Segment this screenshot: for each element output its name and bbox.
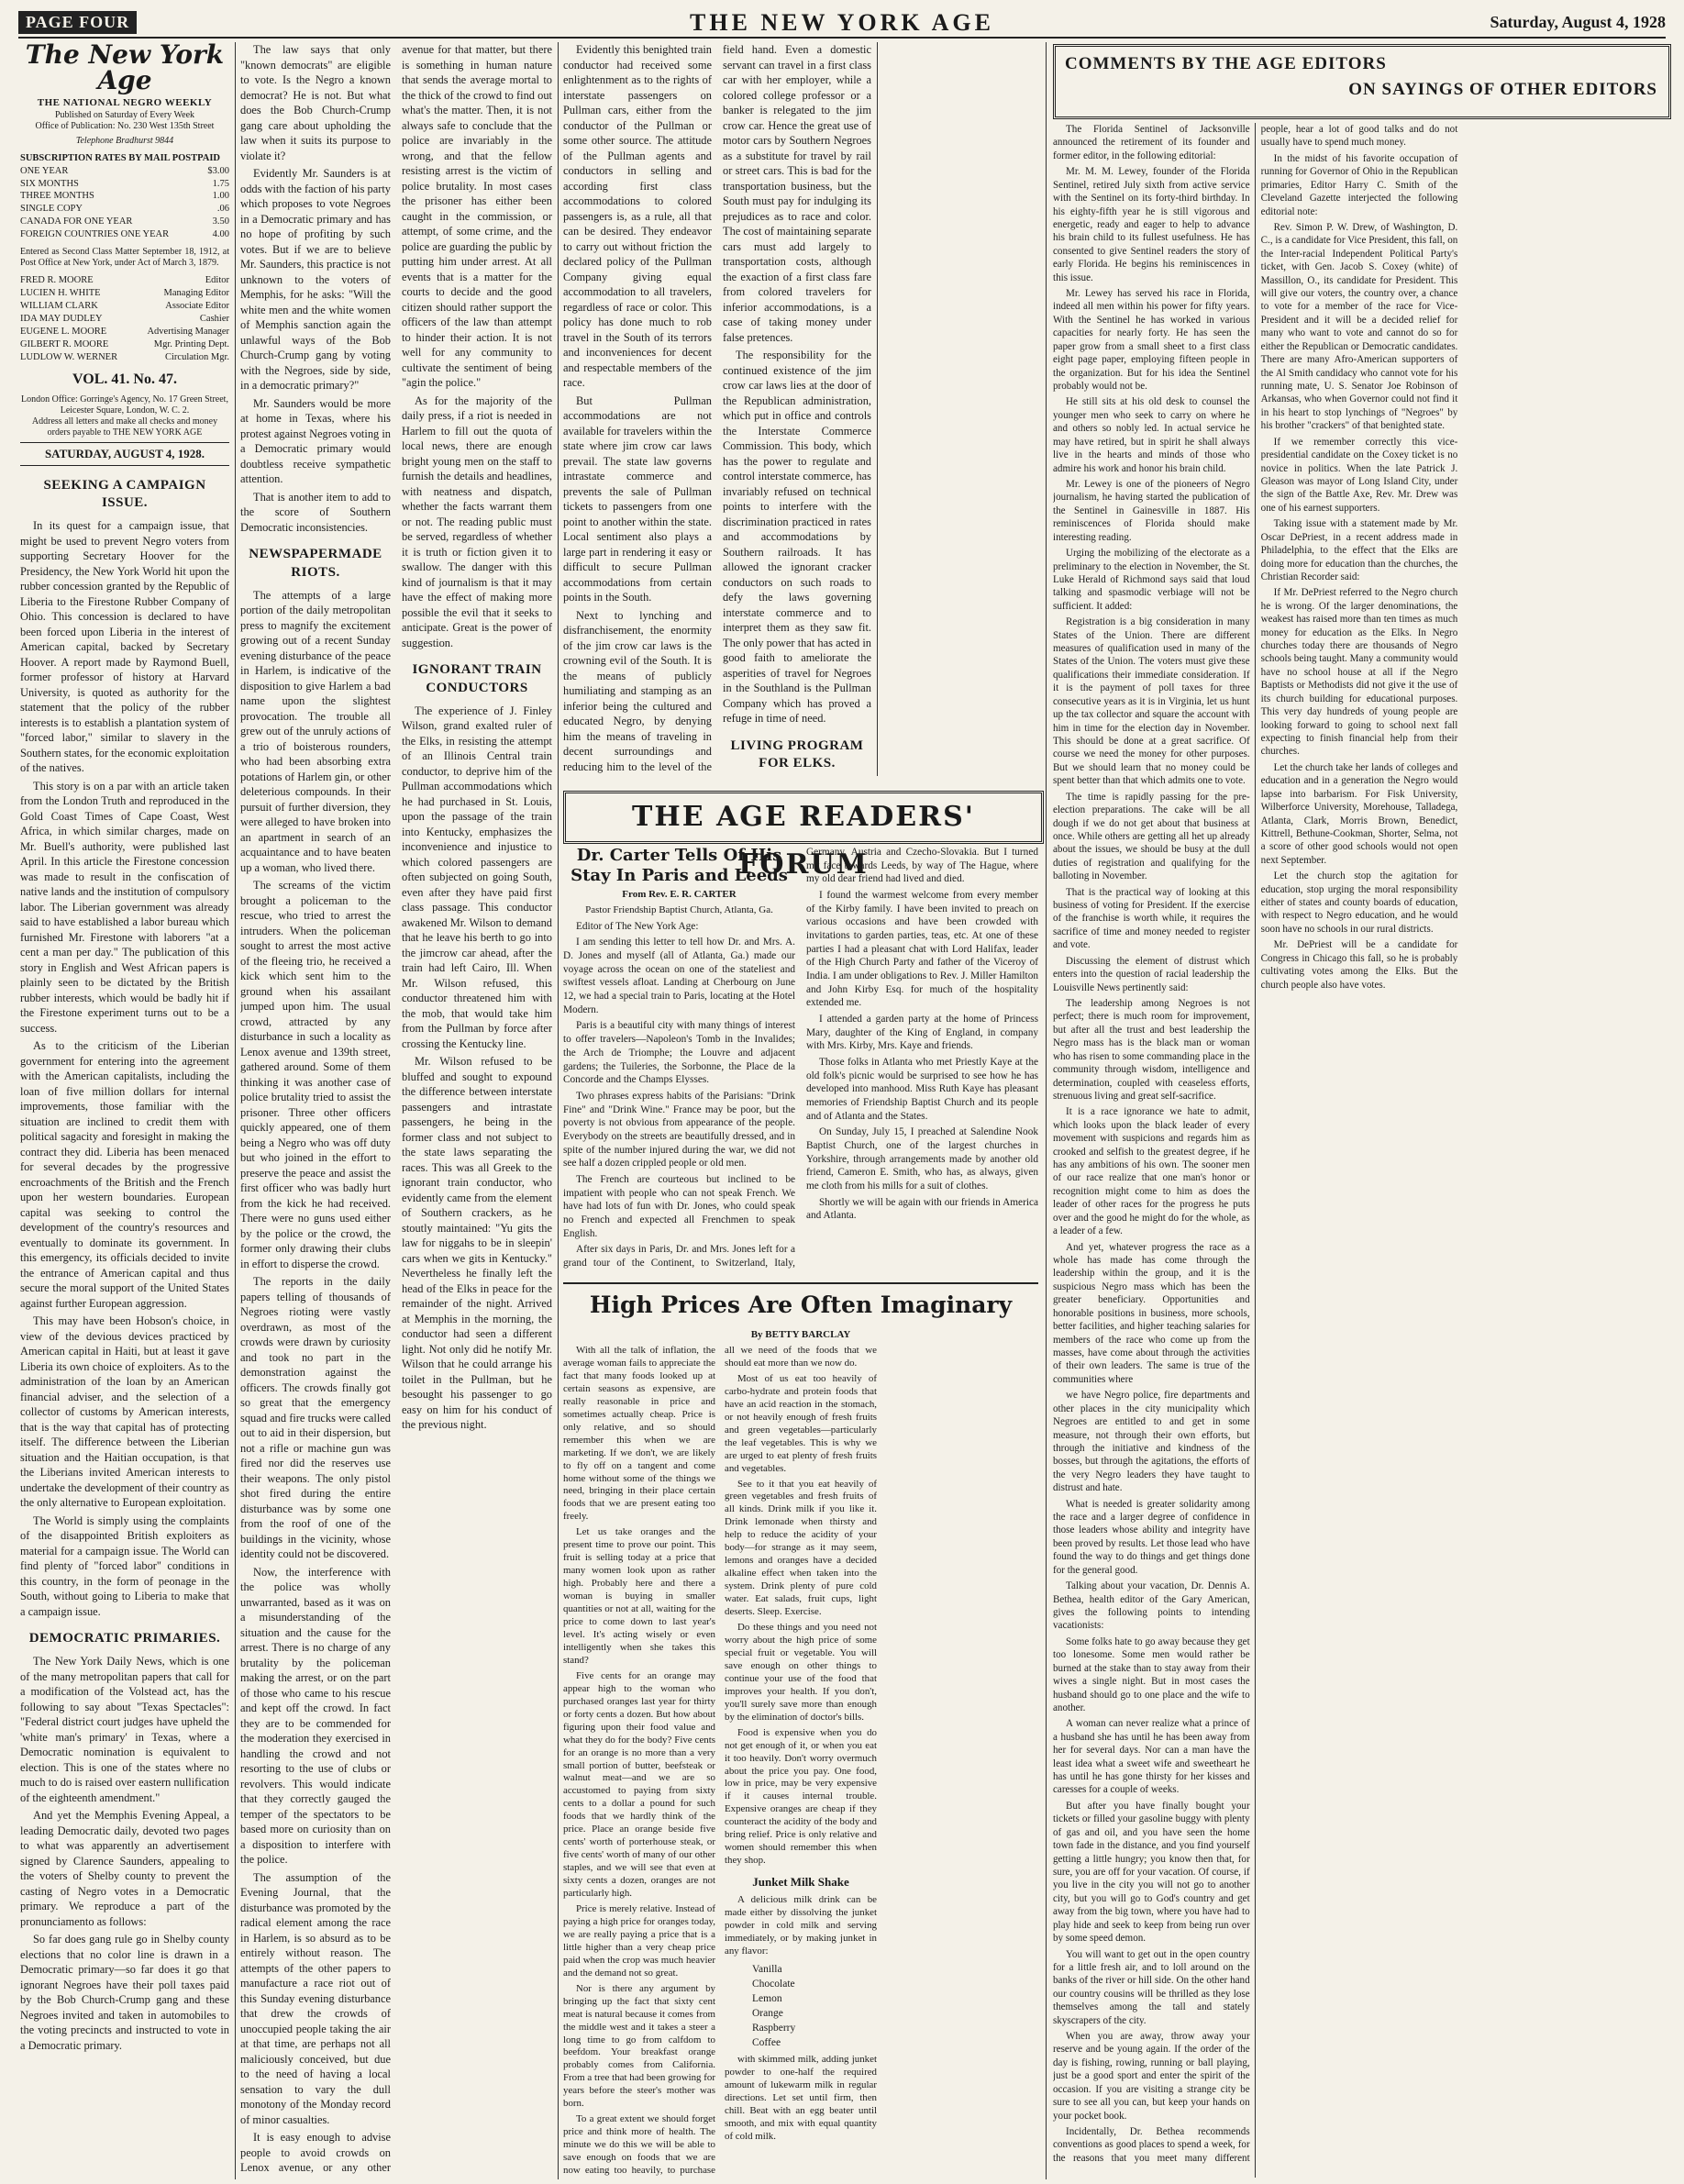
- paragraph: The reports in the daily papers telling of thousands of Negroes rioting were vastly overdrawn, as most of the crowds were drawn by curiosity and took no part in the demonstration against the officers. The crowds finally got so great that the emergency squad and fire trucks were called out to aid in their dispersion, but not a rifle or machine gun was fired nor did the reserves use their weapons. The only pistol shot fired during the entire disturbance was by some one from the roof of one of the buildings in the vicinity, whose identity could not be discovered.: [240, 1275, 391, 1561]
- junket-intro: A delicious milk drink can be made either by dissolving the junket powder in cold milk and serving immediately, or by making junket in any flavor:: [725, 1893, 877, 1957]
- subscription-rates: [20, 152, 229, 242]
- paragraph: The Florida Sentinel of Jacksonville announced the retirement of its founder and former editor, in the following editorial:: [1053, 124, 1250, 161]
- paragraph: The attempts of a large portion of the daily metropolitan press to magnify the excitement growing out of a recent Sunday evening disturbance of the peace in Harlem, is indicative of the disposition to give Harlem a bad name upon the slightest provocation. The trouble all grew out of the unruly actions of a trio of boisterous rounders, who had been absorbing extra potations of Harlem gin, or other deleterious compounds. In their pursuit of further diversion, they were alleged to have broken into an apartment in search of an acquaintance and to have beaten up a woman, who lived there.: [240, 588, 391, 874]
- paragraph: Now, the interference with the police was wholly unwarranted, based as it was on a misunderstanding of the situation and the cause for the arrest. There is no charge of any brutality by the policeman making the arrest, or on the part of those who came to his rescue and kept off the crowd. In fact they are to be commended for the moderation they exercised in handling the crowd and not resorting to the use of clubs or revolvers. This would indicate that they correctly gauged the temper of the spectators to be based more on curiosity than on a disposition to interfere with the police.: [240, 1565, 391, 1867]
- comments-banner-line-1: COMMENTS BY THE AGE EDITORS: [1065, 54, 1387, 73]
- column-rule: [235, 42, 236, 2179]
- carter-letter: [563, 846, 1038, 1277]
- paragraph: And yet the Memphis Evening Appeal, a leading Democratic daily, devoted two pages to what was apparently an advertisement signed by Clarence Saunders, appealing to the voters of Shelby county to prevent the casting of Negro votes in a Democratic primary. We reproduce a part of the pronunciamento as follows:: [20, 1809, 229, 1928]
- paragraph: To a great extent we should forget price and think more of health. The minute we do this we will be able to save enough on foods that we are now eating too heavily, to purchase all we need of the foods that we should eat more than we now do.: [563, 1345, 877, 2177]
- rate-row: [20, 165, 229, 178]
- paragraph: Most of us eat too heavily of carbo-hydrate and protein foods that have an acid reaction in the stomach, or not heavily enough of fresh fruits and green vegetables—particularly the leaf vegetables. This is why we are urged to eat plenty of fresh fruits and vegetables.: [725, 1372, 877, 1474]
- paragraph: Do these things and you need not worry about the high price of some special fruit or vegetable. You will save enough on other things to continue your use of the food that improves your health. If you don't, you'll surely save more than enough by the elimination of doctor's bills.: [725, 1622, 877, 1723]
- column-1: [20, 42, 229, 2179]
- rate-label: CANADA FOR ONE YEAR: [20, 216, 133, 227]
- staff-list: [20, 274, 229, 364]
- carter-byline-2: Pastor Friendship Baptist Church, Atlanta, Ga.: [585, 904, 773, 916]
- rate-row: [20, 190, 229, 203]
- paragraph: He still sits at his old desk to counsel the younger men who seek to carry on where he and others so nobly led. In actual service he may have retired, but in spirit he shall always live in the hearts and minds of those who admire his work and honor his brain child.: [1053, 396, 1250, 474]
- paragraph: In its quest for a campaign issue, that might be used to prevent Negro voters from supporting Secretary Hoover for the Presidency, the New York World hit upon the rubber concession granted by the Republic of Liberia to the Firestone Rubber Company of Ohio. This concession is declared to have been forced upon Liberia in the interest of American capital, backed by Secretary Hoover. A report made by Raymond Buell, former professor of history at Harvard University, is quoted as authority for the statement that the policy of the rubber interests is to establish a plantation system of "forced labor," similar to slavery in the Southern states, for the economic exploitation of the natives.: [20, 519, 229, 775]
- article-train: [402, 704, 552, 1433]
- page-header: [18, 6, 1666, 39]
- staff-role: Associate Editor: [165, 301, 229, 312]
- paragraph: The leadership among Negroes is not perfect; there is much room for improvement, but after all the trust and best leadership the Negro mass has is the black man or woman who has risen to some commanding place in the community through wisdom, intelligence and determination, coupled with ceaseless efforts, strenuous living and great self-sacrifice.: [1053, 998, 1250, 1102]
- paragraph: I found the warmest welcome from every member of the Kirby family. I have been invited to preach on various occasions and have been crowded with invitations to garden parties, teas, etc. At one of these parties I had a pleasant chat with Lord Halifax, leader of the High Church Party and father of the Viceroy of India. I am under obligations to Rev. J. Miller Hamilton and John Kirby Esq. for much of the hospitality extended me.: [806, 890, 1038, 1009]
- staff-name: EUGENE L. MOORE: [20, 327, 107, 338]
- paragraph: The assumption of the Evening Journal, that the disturbance was promoted by the radical element among the race in Harlem, is so absurd as to be entirely without reason. The attempts of the other papers to manufacture a race riot out of this Sunday evening disturbance that drew the crowds of unoccupied people taking the air at that time, are perhaps not all maliciously conceived, but due to the need of having a local sensation to vary the dull monotony of the Monday record of minor casualties.: [240, 1870, 391, 2126]
- staff-role: Cashier: [199, 314, 229, 325]
- paragraph: You will want to get out in the open country for a little fresh air, and to loll around on the banks of the river or hill side. On the other hand our country cousins will be thrilled as they lose themselves among the tall and stately skyscrapers of the city.: [1053, 1948, 1250, 2026]
- staff-role: Advertising Manager: [147, 327, 229, 338]
- paragraph: The time is rapidly passing for the pre-election preparations. The cake will be all dough if we do not get about that business at once. While others are getting all het up already about the issues, we should be busy at the dull duties of registration and qualifying for the balloting in November.: [1053, 791, 1250, 882]
- headline-train: IGNORANT TRAIN CONDUCTORS: [412, 662, 542, 695]
- paragraph: The New York Daily News, which is one of the many metropolitan papers that call for a modification of the Volstead act, has the following to say about "Texas Spectacles": "Federal district court judges have upheld the 'white man's primary' in Texas, where a Democratic nomination is equivalent to election. This is one of the states where no much to do is raised over eastern nullification of the eighteenth amendment.": [20, 1655, 229, 1804]
- article-campaign: [20, 518, 229, 1619]
- editorial-date: SATURDAY, AUGUST 4, 1928.: [20, 442, 229, 465]
- article-democratic-b: [240, 42, 391, 535]
- paragraph: As to the criticism of the Liberian government for entering into the agreement with the American capitalists, including the loan of five million dollars for internal improvements, those familiar with the situation are inclined to credit them with political sagacity and foresight in making the contract they did. Liberia has been menaced for several decades by the progressive encroachments of the British and the French upon her western boundaries. European capital was seeking to control the development of the country's resources and eventually to dominate its government. In this emergency, its officials decided to invite the entrance of American capital and thus secure the moral support of the United States against further European aggression.: [20, 1039, 229, 1310]
- paragraph: Those folks in Atlanta who met Priestly Kaye at the old folk's picnic would be surprised to see how he has developed into manhood. Miss Ruth Kaye has pleasant memories of Friendship Baptist Church and its people and of Atlanta and the States.: [806, 1057, 1038, 1122]
- article-train-cont: [563, 42, 871, 776]
- paragraph: So far does gang rule go in Shelby county elections that no color line is drawn in a Democratic primary—so far does it go that ignorant Negroes have their poll taxes paid by the Bob Church-Crump gang and these Negroes invited and taken in automobiles to the voting precincts and instructed to vote in a Democratic primary.: [20, 1933, 229, 2052]
- rates-heading: SUBSCRIPTION RATES BY MAIL POSTPAID: [20, 152, 221, 163]
- comments-columns: [1053, 123, 1666, 2178]
- paragraph: The law says that only "known democrats" are eligible to vote. Is the Negro a known democrat? He is not. But what does the Bob Church-Crump gang care about upholding the law when it suits its purpose to violate it?: [240, 43, 391, 162]
- column-rule: [1046, 42, 1047, 2179]
- paragraph: The experience of J. Finley Wilson, grand exalted ruler of the Elks, in resisting the attempt of an Illinois Central train conductor, to deprive him of the Pullman accommodations which he had purchased in St. Louis, upon the passage of the train into Kentucky, emphasizes the inconvenience and injustice to which colored passengers are often subjected on going South, even after they have paid first class passage. This conductor awakened Mr. Wilson to demand that he leave his berth to go into the jimcrow car ahead, after the train had left Cairo, Ill. When Mr. Wilson refused, this conductor threatened him with the mob, that would take him from the Pullman by force after crossing the Kentucky line.: [402, 704, 552, 1050]
- paragraph: Nor is there any argument by bringing up the fact that sixty cent meat is natural because it comes from the middle west and it takes a steer a long time to go from calfdom to beefdom. Your breakfast orange probably comes from California. From a tree that had been growing for years before the steer's mother was born.: [563, 1982, 715, 2110]
- prices-headline: High Prices Are Often Imaginary: [589, 1292, 1013, 1318]
- paragraph: When you are away, throw away your reserve and be young again. If the order of the day is fishing, rowing, running or ball playing, just be a good sport and enter the spirit of the occasion. If you are visiting a strange city be sure to see all you can, but keep your hands on your pocket book.: [1053, 2031, 1250, 2122]
- staff-role: Editor: [205, 275, 229, 286]
- published-line: Published on Saturday of Every Week: [54, 109, 195, 120]
- issue-date: Saturday, August 4, 1928: [1490, 13, 1666, 31]
- staff-role: Mgr. Printing Dept.: [153, 339, 229, 350]
- london-office: London Office: Gorringe's Agency, No. 17 Green Street, Leicester Square, London, W. C. 2.: [21, 394, 228, 416]
- paragraph: See to it that you eat heavily of green vegetables and fresh fruits of all kinds. Drink milk if you like it. Drink lemonade when thirsty and help to reduce the acidity of your body—for strange as it may seem, lemons and oranges have a decided alkaline effect when taken into the system. Drink plenty of pure cold water. Eat salads, fruit cups, light deserts. Sleep. Exercise.: [725, 1478, 877, 1618]
- paragraph: But Pullman accommodations are not available for travelers within the state where jim crow car laws prevail. The state law governs intrastate commerce and prevents the sale of Pullman tickets to passengers from one point to another within the state. Local sentiment also plays a large part in rendering it easy or difficult to secure Pullman accommodations from certain points in the South.: [563, 394, 712, 604]
- paragraph: Some folks hate to go away because they get too lonesome. Some men would rather be burned at the stake than to stay away from their wives a single night. But in most cases the husband should go to one place and the wife to another.: [1053, 1635, 1250, 1713]
- staff-role: Circulation Mgr.: [165, 352, 229, 363]
- page-label: PAGE FOUR: [18, 11, 137, 34]
- paragraph: Shortly we will be again with our friends in America and Atlanta.: [806, 1196, 1038, 1222]
- paragraph: With all the talk of inflation, the average woman fails to appreciate the fact that many foods looked up at certain seasons as expensive, are really reasonable in price and sometimes actually cheap. Price is only relative, and so should remember this when we are marketing. If we don't, we are likely to fly off on a tangent and come home without some of the things we need, bringing in their place certain foods that we are present eating too freely.: [563, 1345, 715, 1523]
- paragraph: But after you have finally bought your tickets or filled your gasoline buggy with plenty of gas and oil, and you have seen the home town fade in the distance, and you find yourself getting a little hungry; you know then that, for sure, you are off for your vacation. Of course, if you live in the city you will not go to another city, but you will go to God's country and get away from the big town, where you have had to play hide and seek to keep from being run over by some speed demon.: [1053, 1800, 1250, 1945]
- junket-flavor: Coffee: [752, 2036, 781, 2048]
- comments-banner: [1053, 44, 1671, 119]
- paragraph: Rev. Simon P. W. Drew, of Washington, D. C., is a candidate for Vice President, this fall, on the Inter-racial Independent Political Party's ticket, with Gen. Jacob S. Coxey (white) of Massillon, O., its candidate for President. This will give our voters, the country over, a chance to vote for a member of the race for Vice-President and it will be a decided relief for many who want to vote and cannot do so for either the Republican or Democratic candidates. There are many Afro-American supporters of the Al Smith candidacy who cannot vote for his running mate, U. S. Senator Joe Robinson of Arkansas, who when Governor could not find it in his heart to stop lynchings of "Negroes" by his brother "crackers" of that benighted state.: [1260, 221, 1458, 432]
- rate-value: .06: [216, 204, 229, 215]
- paragraph: It is easy enough to advise people to avoid crowds on Lenox avenue, or any other avenue for that matter, but there is something in human nature that sends the average mortal to the thick of the crowd to find out what's the matter. Then, it is not always safe to conclude that the police are invariably in the wrong, and that the fellow resisting arrest is the victim of police brutality. In most cases the prisoner has either been caught in the commission, or attempt, of some crime, and the police are guarding the public by putting him under arrest. At all events that is a matter for the courts to decide and the good citizen should rather support the officers of the law than attempt to hinder their action. It is not well for any community to cultivate the sentiment of being "agin the police.": [240, 43, 552, 2175]
- prices-byline: By BETTY BARCLAY: [750, 1329, 851, 1340]
- paragraph: On Sunday, July 15, I preached at Salendine Nook Baptist Church, one of the largest churches in Yorkshire, through arrangements made by another old friend, Cameron E. Smith, who has, as always, given me cloth from his mills for a suit of clothes.: [806, 1126, 1038, 1192]
- carter-byline: From Rev. E. R. CARTER: [622, 889, 737, 901]
- paragraph: we have Negro police, fire departments and other places in the city municipality which Negroes are entitled to and get in some measure, not through their own efforts, but through the initiative and kindness of the bosses, but through the agitations, the efforts of the very Negro leaders they have taught to distrust and hate.: [1053, 1390, 1250, 1494]
- rate-row: [20, 228, 229, 241]
- paragraph: Let us take oranges and the present time to prove our point. This fruit is selling today at a price that many women look upon as rather high. Probably here and there a woman is buying in smaller quantities or not at all, waiting for the price to come down to last year's level. It's acting wisely or even intelligently when she takes this stand?: [563, 1526, 715, 1666]
- staff-name: IDA MAY DUDLEY: [20, 314, 103, 325]
- column-rule: [877, 42, 878, 776]
- rate-label: SINGLE COPY: [20, 204, 83, 215]
- article-democratic-a: [20, 1654, 229, 2053]
- rate-value: 1.00: [212, 191, 229, 202]
- paragraph: I am sending this letter to tell how Dr. and Mrs. A. D. Jones and myself (all of Atlanta, Ga.) made our voyage across the ocean on one of the stateliest and swiftest vessels afloat. Landing at Cherbourg on June 12, we had a special train to Paris, locating at the Hotel Modern.: [563, 937, 795, 1015]
- paragraph: Let the church stop the agitation for education, stop urging the moral responsibility either of states and county boards of education, with respect to Negro education, and he would soon have no schools in our rural districts.: [1260, 870, 1458, 935]
- junket-flavor: Chocolate: [752, 1978, 795, 1990]
- carter-headline: Dr. Carter Tells Of His Stay In Paris and Leeds: [571, 846, 788, 885]
- nameplate-title: The New York Age: [25, 42, 225, 95]
- paragraph: As for the majority of the daily press, if a riot is needed in Harlem to fill out the quota of local news, there are enough bright young men on the staff to furnish the details and headlines, with neatness and dispatch, whether the facts warrant them or not. The reading public must be served, regardless of whether it is truth or fiction given it to swallow. The danger with this kind of journalism is that it may have the effect of making more possible the evil that it seeks to anticipate. Great is the power of suggestion.: [402, 394, 552, 649]
- rate-value: $3.00: [207, 165, 229, 176]
- staff-row: [20, 338, 229, 351]
- columns-2-3: [240, 42, 552, 2179]
- paragraph: Five cents for an orange may appear high to the woman who purchased oranges last year for thirty or forty cents a dozen. But how about figuring upon their food value and what they do for the body? Five cents for an orange is no more than a very small portion of butter, beefsteak or walnut meat—and we are so accustomed to paying from sixty cents to a dollar a pound for such foods that we hardly think of the price. Place an orange beside five cents' worth of porterhouse steak, or five cents' worth of many of our other staples, and we will see that even at sixty cents a dozen, oranges are not particularly high.: [563, 1669, 715, 1900]
- prices-rule: [563, 1282, 1038, 1284]
- paragraph: Let the church take her lands of colleges and education and in a generation the Negro would lapse into barbarism. For Fisk University, Wilberforce University, Morehouse, Talladega, Atlanta, Clark, Morris Brown, Benedict, Kittrell, Bethune-Cookman, Shorter, Selma, not a score of other good schools would not open next September.: [1260, 761, 1458, 866]
- rate-value: 3.50: [212, 216, 229, 227]
- junket-flavors: [752, 1962, 877, 2051]
- paragraph: This may have been Hobson's choice, in view of the devious devices practiced by American capital in Haiti, but at least it gave Liberia its own choice of exploiters. As to the administration of the loan by an American financial adviser, and the selection of a collector of customs by American interests, that is the way that capital has of protecting itself. The difference between the Liberian situation and the Haitian occupation, is that the Liberians invited American interests to undertake the development of their country as the only alternative to European exploitation.: [20, 1314, 229, 1510]
- paragraph: Registration is a big consideration in many States of the Union. There are different measures of qualification used in many of the States of the Union. The voters must give these qualifications their immediate consideration. If it is the payment of poll taxes for three consecutive years as it is in Virginia, let us hunt up the tax collector and square the account with him in time for the election day in November. This should be done at a great sacrifice. Of course we need the money for other purposes. But we should learn that no money could be spent better than that which admits one to vote.: [1053, 616, 1250, 787]
- rate-label: ONE YEAR: [20, 165, 69, 176]
- rate-value: 4.00: [212, 229, 229, 240]
- staff-row: [20, 274, 229, 287]
- headline-elks: LIVING PROGRAM FOR ELKS.: [730, 737, 864, 771]
- paragraph: And yet, whatever progress the race as a whole has made has come through the leadership within the group, and it is the suspicious Negro mass which has been the greater beneficiary. Opportunities and honorable positions in business, more schools, better facilities, and higher teaching salaries for members of the race who come up from the masses, have come about through the activities of their own leaders. The same is true of the communities where: [1053, 1241, 1250, 1385]
- staff-row: [20, 300, 229, 313]
- readers-forum-title: THE AGE READERS' FORUM: [632, 801, 975, 881]
- address-note: Address all letters and make all checks and money orders payable to THE NEW YORK AGE: [31, 416, 218, 438]
- paragraph: If Mr. DePriest referred to the Negro church he is wrong. Of the larger denominations, the weakest has raised more than ten times as much money for education as the Elks. In Negro churches today there are thousands of Negro schools being taught. Many a community would have no school house at all if the Negro Baptists or Methodists did not give it the use of its church building for educational purposes. This very day hundreds of young people are looking forward to going to school next fall expecting to finish financial help from their churches.: [1260, 587, 1458, 758]
- paragraph: In the midst of his favorite occupation of running for Governor of Ohio in the Republican primaries, Editor Harry C. Smith of the Cleveland Gazette interjected the following editorial note:: [1260, 152, 1458, 217]
- paragraph: If we remember correctly this vice-presidential candidate on the Coxey ticket is no novice in politics. When the late Patrick J. Gleason was mayor of Long Island City, under the sign of the Battle Axe, Rev. Mr. Drew was one of his earnest supporters.: [1260, 436, 1458, 514]
- junket-flavor: Vanilla: [752, 1963, 782, 1975]
- paragraph: Incidentally, Dr. Bethea recommends conventions as good places to spend a week, for the reasons that you meet many different people, hear a lot of good talks and do not usually have to spend much money.: [1053, 124, 1458, 2164]
- junket-outro: with skimmed milk, adding junket powder to one-half the required amount of lukewarm milk in regular directions. Let set until firm, then chill. Beat with an egg beater until smooth, and mix with equal quantity of cold milk.: [725, 2054, 877, 2142]
- paragraph: Next to lynching and disfranchisement, the enormity of the jim crow car laws is the crowning evil of the South. It is the means of publicly humiliating and stamping as an inferior being the cultured and educated Negro, by denying him the means of traveling in decent surroundings and reducing him to the level of the field hand. Even a domestic servant can travel in a first class car with her employer, while a colored college professor or a banker is relegated to the jim crow car. Hence the great use of motor cars by Southern Negroes as a substitute for travel by rail or street cars. This is bad for the transportation business, but the South must pay for indulging its prejudices as to race and color. The cost of maintaining separate cars must add largely to transportation costs, although the exaction of a first class fare from colored travelers for inferior accommodations, is a case of taking money under false pretences.: [563, 43, 871, 773]
- paragraph: A woman can never realize what a prince of a husband she has until he has been away from her for several days. Nor can a man have the least idea what a sweet wife and sweetheart he has until he has gone thirsty for her kisses and caresses for a couple of weeks.: [1053, 1718, 1250, 1796]
- rate-value: 1.75: [212, 178, 229, 189]
- paragraph: Mr. M. M. Lewey, founder of the Florida Sentinel, retired July sixth from active service with the Sentinel on its forty-third birthday. In his eighty-fifth year he is still vigorous and energetic, ready and eager to help to advance his brain child to its fullest usefulness. He has consented to give Sentinel readers the story of early Florida. He begins his reminiscences in this issue.: [1053, 166, 1250, 283]
- paragraph: Discussing the element of distrust which enters into the question of racial leadership the Louisville News pertinently said:: [1053, 955, 1250, 993]
- paragraph: The French are courteous but inclined to be impatient with people who can not speak French. We have had lots of fun with Dr. Jones, who could speak no French and expected all Frenchmen to speak English.: [563, 1173, 795, 1239]
- paragraph: Two phrases express habits of the Parisians: "Drink Fine" and "Drink Wine." France may be poor, but the poverty is not obvious from appearance of the people. Everybody on the streets are beautifully dressed, and in spite of the number injured during the war, we did not see half a dozen crippled people or old men.: [563, 1090, 795, 1170]
- rates-list: [20, 165, 229, 242]
- paragraph: Paris is a beautiful city with many things of interest to offer travelers—Napoleon's Tomb in the Invalides; the Arch de Triomphe; the Louvre and adjacent gardens; the Tuileries, the Sorbonne, the Place de la Concorde and the Champs Elysses.: [563, 1020, 795, 1086]
- junket-headline: Junket Milk Shake: [752, 1875, 849, 1890]
- column-rule: [558, 42, 559, 2179]
- staff-row: [20, 351, 229, 364]
- paragraph: That is the practical way of looking at this business of voting for President. If the exercise of the franchise is worth while, it requires the sacrifice of time and money needed to register and vote.: [1053, 886, 1250, 951]
- paragraph: The responsibility for the continued existence of the jim crow car laws lies at the door of the Republican administration, which put in office and controls the Interstate Commerce Commission. This body, which has the power to regulate and control interstate commerce, has invariably refused on technical points to interfere with the discrimination practiced in rates and accommodations by Southern railroads. It has allowed the ignorant cracker conductors on such roads to defy the laws governing interstate commerce and to interpret them as they saw fit. The only power that has acted in good faith to ameliorate the asperities of travel for Negroes in the Southland is the Pullman Company which has proved a refuge in time of need.: [723, 349, 871, 725]
- volume-number: VOL. 41. No. 47.: [72, 371, 177, 387]
- paragraph: Mr. Lewey is one of the pioneers of Negro journalism, he having started the publication of the Sentinel in Gainesville in 1887. His reminiscences of Florida should make interesting reading.: [1053, 478, 1250, 543]
- paragraph: This story is on a par with an article taken from the London Truth and reproduced in the Gold Coast Times of Cape Coast, West Africa, in which similar charges, made on Mr. Buell's authority, were published last April. In this article the Firestone concession was made to result in the confiscation of native lands and the institution of compulsory labor. The Liberian government was already said to have established a labor bureau which furnished Mr. Firestone with laborers "at a cent a man per day." The publication of this story in English and West African papers is plainly seen to be dictated by the British rubber interests, which would be badly hit if the Firestone experiment turns out to be a success.: [20, 779, 229, 1035]
- staff-name: LUCIEN H. WHITE: [20, 288, 101, 299]
- telephone-line: Telephone Bradhurst 9844: [75, 135, 174, 146]
- headline-riots: NEWSPAPERMADE RIOTS.: [249, 547, 382, 580]
- rate-label: SIX MONTHS: [20, 178, 79, 189]
- paragraph: Price is merely relative. Instead of paying a high price for oranges today, we are really paying a price that is a little higher than a very cheap price paid when the crop was much heavier and the demand not so great.: [563, 1902, 715, 1979]
- prices-article: [563, 1345, 1038, 2179]
- rate-row: [20, 216, 229, 228]
- paragraph: Taking issue with a statement made by Mr. Oscar DePriest, in a recent address made in Philadelphia, to the effect that the Elks are doing more for education than the churches, the Christian Recorder said:: [1260, 518, 1458, 582]
- paragraph: After six days in Paris, Dr. and Mrs. Jones left for a grand tour of the Continent, to Switzerland, Italy, Germany, Austria and Czecho-Slovakia. But I turned my face towards Leeds, by way of The Hague, where my old dear friend had lived and died.: [563, 847, 1038, 1269]
- paper-name: THE NEW YORK AGE: [690, 9, 994, 36]
- paragraph: Editor of The New York Age:: [576, 920, 699, 932]
- paragraph: It is a race ignorance we hate to admit, which looks upon the black leader of every movement with suspicions and regards him as crooked and selfish to the greatest degree, if he has any ambitions of his own. The sooner men of our race realize that one man's honor or recognition might come to him as does the leader of other races for the progress he puts over and the good he might do for the whole, as a leader of a few.: [1053, 1106, 1250, 1237]
- paragraph: I attended a garden party at the home of Princess Mary, daughter of the King of England, in company with Mrs. Kirby, Mrs. Kaye and friends.: [806, 1014, 1038, 1052]
- paragraph: The screams of the victim brought a policeman to the rescue, who tried to arrest the intruders. When the policeman sought to arrest the most active of the fleeing trio, he received a kick which sent him to the ground when his assailant jumped upon him. The usual crowd, attracted by any disturbance in such a locality as Lenox avenue and 139th street, gathered around. Some of them thinking it was another case of police brutality tried to assist the prisoner. Three other officers quickly appeared, one of them being a Negro who was off duty but who joined in the effort to preserve the peace and assist the first officer who was badly hurt from the kick he had received. There were no guns used either by the police or the crowd, the former only drawing their clubs in effort to disperse the crowd.: [240, 879, 391, 1270]
- rate-row: [20, 203, 229, 216]
- staff-row: [20, 287, 229, 300]
- headline-campaign: SEEKING A CAMPAIGN ISSUE.: [43, 477, 206, 511]
- paragraph: Mr. DePriest will be a candidate for Congress in Chicago this fall, so he is probably cultivating votes among the Elks. But the church people also have votes.: [1260, 939, 1458, 991]
- paragraph: What is needed is greater solidarity among the race and a larger degree of confidence in those leaders whose ability and integrity have been proved by results. Let those lead who have found the way to do things and get things done for the general good.: [1053, 1498, 1250, 1576]
- paragraph: Food is expensive when you do not get enough of it, or when you eat it too heavily. Don't worry overmuch about the price you pay. One food, low in price, may be very expensive if it causes internal trouble. Expensive oranges are cheap if they counteract the acidity of the body and bring relief. Price is only relative and women should remember this when they shop.: [725, 1726, 877, 1867]
- rate-row: [20, 178, 229, 191]
- junket-flavor: Orange: [752, 2007, 783, 2019]
- paragraph: The World is simply using the complaints of the disappointed British exploiters as material for a campaign issue. The World can find plenty of "forced labor" conditions in this country, in the form of peonage in the South, without going to Liberia to make that a campaign issue.: [20, 1513, 229, 1618]
- paragraph: Mr. Wilson refused to be bluffed and sought to expound the difference between interstate passengers and intrastate passengers, he being in the former class and not subject to the state laws separating the races. This was all Greek to the ignorant train conductor, who evidently came from the element of Southern crackers, as he stoutly maintained: "Yu gits the law for niggahs to be in sleepin' cars when we gits in Kentucky." Nevertheless he finally left the head of the Elks in peace for the remainder of the night. Arrived at Memphis in the morning, the conductor had seen a different light. Not only did he notify Mr. Wilson that he could arrange his toilet in the Pullman, but he besought his passenger to go easy on him for his conduct of the previous night.: [402, 1055, 552, 1432]
- nameplate-subtitle: THE NATIONAL NEGRO WEEKLY: [37, 97, 213, 108]
- headline-democratic: DEMOCRATIC PRIMARIES.: [28, 1631, 221, 1646]
- comments-body-a: [1053, 123, 1250, 1386]
- entered-note: Entered as Second Class Matter September 18, 1912, at Post Office at New York, under Act of March 3, 1879.: [20, 247, 229, 269]
- rate-label: FOREIGN COUNTRIES ONE YEAR: [20, 229, 170, 240]
- paragraph: Mr. Saunders would be more at home in Texas, where his protest against Negroes voting in a Democratic primary would doubtless receive sympathetic attention.: [240, 396, 391, 485]
- column-6-top: [882, 42, 1038, 776]
- columns-4-5-top: [563, 42, 871, 776]
- staff-name: WILLIAM CLARK: [20, 301, 98, 312]
- staff-name: GILBERT R. MOORE: [20, 339, 109, 350]
- paragraph: Urging the mobilizing of the electorate as a preliminary to the election in November, the St. Luke Herald of Richmond says said that loud talking and spasmodic verbiage will not be sufficient. It added:: [1053, 548, 1250, 612]
- nameplate: [20, 42, 229, 147]
- comments-banner-line-2: ON SAYINGS OF OTHER EDITORS: [1348, 80, 1657, 99]
- paragraph: Evidently this benighted train conductor had received some enlightenment as to the rights of interstate passengers on Pullman cars, either from the conductor of the Pullman or some other source. The attitude of the Pullman agents and conductors in selling and according first class accommodations to colored passengers is, as a rule, all that can be desired. They endeavor to carry out without friction the declared policy of the Pullman Company giving equal accommodation to all travelers, regardless of race or color. This policy has done much to rob travel in the South of its terrors and inconveniences for decent and respectable members of the race.: [563, 43, 712, 389]
- junket-flavor: Raspberry: [752, 2022, 796, 2034]
- staff-role: Managing Editor: [163, 288, 229, 299]
- paragraph: Talking about your vacation, Dr. Dennis A. Bethea, health editor of the Gary American, gives the following points to intending vacationists:: [1053, 1580, 1250, 1632]
- paragraph: That is another item to add to the score of Southern Democratic inconsistencies.: [240, 490, 391, 534]
- rate-label: THREE MONTHS: [20, 191, 94, 202]
- paragraph: Mr. Lewey has served his race in Florida, indeed all men within his power for fifty years. With the Sentinel he has worked in various capacities for nearly forty. He has seen the paper grow from a small sheet to a first class eight page paper, employing fifteen people in the organization. But for his idea the Sentinel probably would not be.: [1053, 288, 1250, 393]
- staff-name: LUDLOW W. WERNER: [20, 352, 118, 363]
- office-line: Office of Publication: No. 230 West 135th Street: [35, 120, 215, 131]
- junket-flavor: Lemon: [752, 1992, 782, 2004]
- staff-name: FRED R. MOORE: [20, 275, 94, 286]
- paragraph: Evidently Mr. Saunders is at odds with the faction of his party which proposes to vote Negroes in a Democratic primary and has no hope of profiting by such votes. But if we are to believe Mr. Saunders, this practice is not unknown to the voters of Memphis, for he asks: "Will the white men and the white women of Memphis sanction again the unlawful ways of the Bob Church-Crump gang by voting with the Negroes, side by side, in a democratic primary?": [240, 167, 391, 392]
- staff-row: [20, 326, 229, 338]
- staff-row: [20, 313, 229, 326]
